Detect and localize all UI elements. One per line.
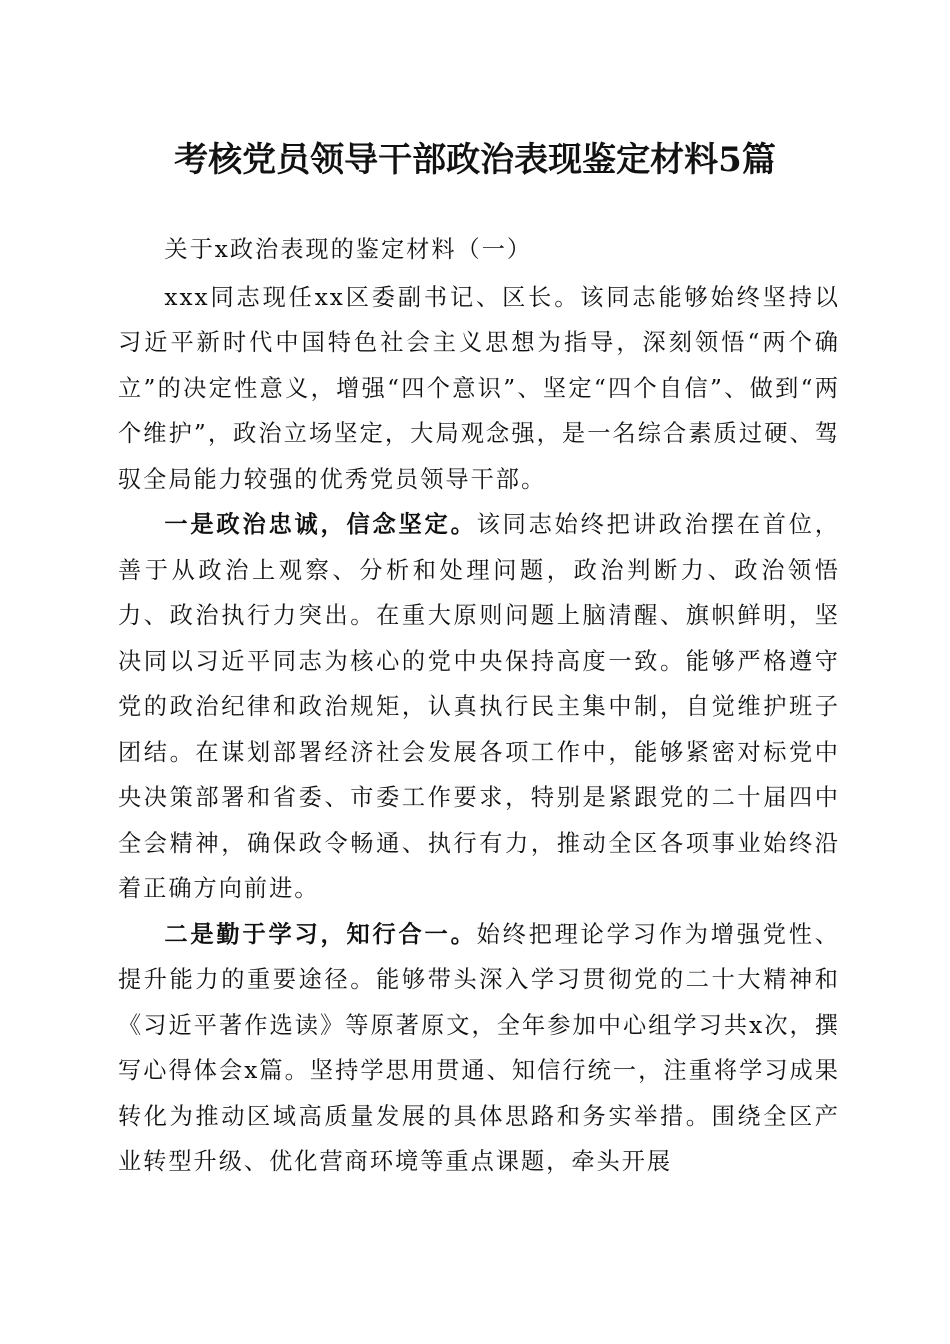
paragraph-text: 始终把理论学习作为增强党性、提升能力的重要途径。能够带头深入学习贯彻党的二十大精神和《习近平著作选读》等原著原文，全年参加中心组学习共x次，撰写心得体会x篇。坚持学思用贯通、知信行统一，注重将学习成果转化为推动区域高质量发展的具体思路和务实举措。围绕全区产业转型升级、优化营商环境等重点课题，牵头开展: [118, 920, 840, 1175]
document-title: 考核党员领导干部政治表现鉴定材料5篇: [174, 140, 776, 180]
paragraph-intro: [118, 275, 840, 503]
paragraph-text: 该同志始终把讲政治摆在首位，善于从政治上观察、分析和处理问题，政治判断力、政治领悟力、政治执行力突出。在重大原则问题上脑清醒、旗帜鲜明，坚决同以习近平同志为核心的党中央保持高度一致。能够严格遵守党的政治纪律和政治规矩，认真执行民主集中制，自觉维护班子团结。在谋划部署经济社会发展各项工作中，能够紧密对标党中央决策部署和省委、市委工作要求，特别是紧跟党的二十届四中全会精神，确保政令畅通、执行有力，推动全区各项事业始终沿着正确方向前进。: [118, 511, 840, 902]
paragraph-lead: 二是勤于学习，知行合一。: [164, 920, 477, 948]
paragraph-study: [118, 912, 840, 1185]
paragraph-lead: 一是政治忠诚，信念坚定。: [164, 511, 477, 538]
section-heading: 关于x政治表现的鉴定材料（一）: [164, 236, 533, 263]
document-body: [118, 227, 840, 1185]
paragraph-political-loyalty: [118, 502, 840, 912]
paragraph-text: xxx同志现任xx区委副书记、区长。该同志能够始终坚持以习近平新时代中国特色社会主义思想为指导，深刻领悟“两个确立”的决定性意义，增强“四个意识”、坚定“四个自信”、做到“两个维护”，政治立场坚定，大局观念强，是一名综合素质过硬、驾驭全局能力较强的优秀党员领导干部。: [118, 283, 840, 493]
